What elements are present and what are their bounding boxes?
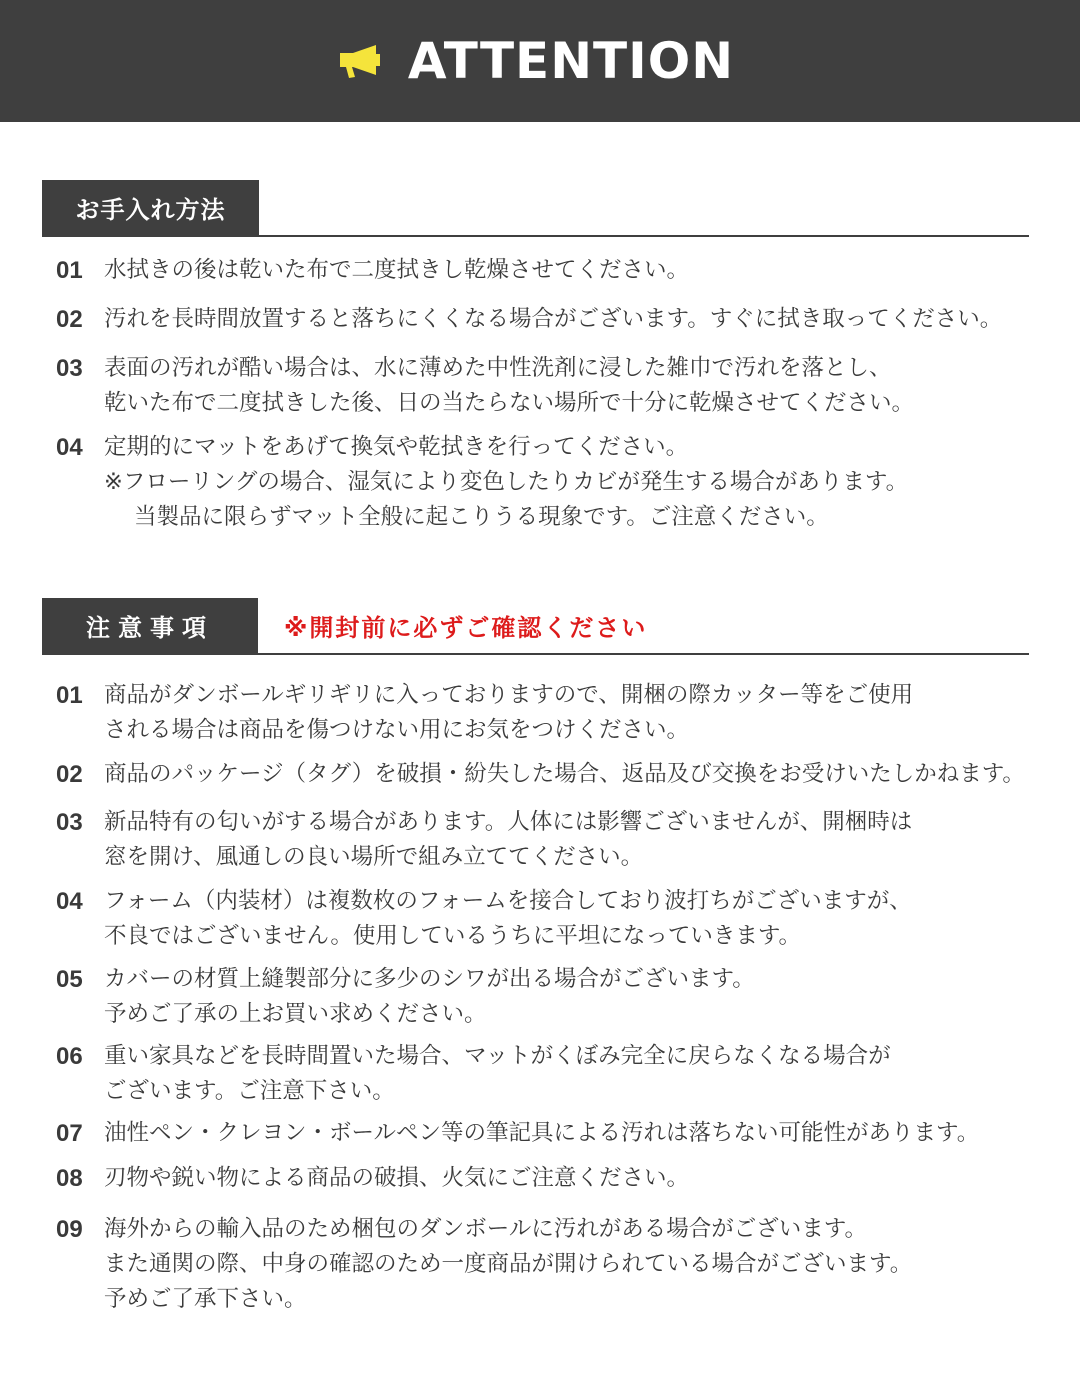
note-item bbox=[56, 1161, 689, 1196]
item-text: 表面の汚れが酷い場合は、水に薄めた中性洗剤に浸した雑巾で汚れを落とし、 bbox=[104, 355, 892, 381]
item-number: 02 bbox=[56, 306, 83, 333]
note-item bbox=[56, 757, 1025, 792]
care-item bbox=[56, 253, 689, 288]
banner-content bbox=[338, 32, 735, 90]
item-number: 04 bbox=[56, 888, 83, 915]
attention-banner bbox=[0, 0, 1080, 122]
item-text: 不良ではございません。使用しているうちに平坦になっていきます。 bbox=[104, 923, 802, 949]
note-item bbox=[56, 884, 912, 954]
item-number: 03 bbox=[56, 355, 83, 382]
item-number: 08 bbox=[56, 1165, 83, 1192]
item-text: フォーム（内装材）は複数枚のフォームを接合しており波打ちがございますが、 bbox=[104, 888, 912, 914]
note-item bbox=[56, 678, 913, 748]
megaphone-icon bbox=[338, 44, 386, 78]
item-text: 汚れを長時間放置すると落ちにくくなる場合がございます。すぐに拭き取ってください。 bbox=[104, 306, 1003, 332]
notes-section-title: 注意事項 bbox=[42, 598, 258, 653]
item-text: 新品特有の匂いがする場合があります。人体には影響ございませんが、開梱時は bbox=[104, 809, 913, 835]
item-number: 01 bbox=[56, 257, 83, 284]
warning-note: ※開封前に必ずご確認ください bbox=[284, 614, 648, 642]
item-number: 02 bbox=[56, 761, 83, 788]
item-number: 04 bbox=[56, 434, 83, 461]
item-text: 予めご了承下さい。 bbox=[104, 1286, 307, 1312]
banner-title: ATTENTION bbox=[407, 32, 735, 90]
note-item bbox=[56, 1039, 891, 1109]
note-item bbox=[56, 1212, 912, 1317]
item-number: 01 bbox=[56, 682, 83, 709]
item-text: 刃物や鋭い物による商品の破損、火気にご注意ください。 bbox=[104, 1165, 690, 1191]
note-item bbox=[56, 805, 912, 875]
item-text: 重い家具などを長時間置いた場合、マットがくぼみ完全に戻らなくなる場合が bbox=[104, 1043, 891, 1069]
item-text: 商品がダンボールギリギリに入っておりますので、開梱の際カッター等をご使用 bbox=[104, 682, 914, 708]
item-number: 06 bbox=[56, 1043, 83, 1070]
care-item bbox=[56, 430, 908, 535]
item-text: される場合は商品を傷つけない用にお気をつけください。 bbox=[104, 717, 690, 743]
item-text: 当製品に限らずマット全般に起こりうる現象です。ご注意ください。 bbox=[134, 504, 829, 530]
item-text: また通関の際、中身の確認のため一度商品が開けられている場合がございます。 bbox=[104, 1251, 913, 1277]
care-section-header bbox=[42, 180, 1029, 237]
notes-section-header bbox=[42, 598, 1029, 655]
item-text: 油性ペン・クレヨン・ボールペン等の筆記具による汚れは落ちない可能性があります。 bbox=[104, 1120, 980, 1146]
care-item bbox=[56, 302, 1002, 337]
item-text: 窓を開け、風通しの良い場所で組み立ててください。 bbox=[104, 844, 644, 870]
item-text: 乾いた布で二度拭きした後、日の当たらない場所で十分に乾燥させてください。 bbox=[104, 390, 915, 416]
item-text: 予めご了承の上お買い求めください。 bbox=[104, 1001, 487, 1027]
note-item bbox=[56, 1116, 979, 1151]
item-text: 商品のパッケージ（タグ）を破損・紛失した場合、返品及び交換をお受けいたしかねます。 bbox=[104, 761, 1025, 787]
item-text: 水拭きの後は乾いた布で二度拭きし乾燥させてください。 bbox=[104, 257, 690, 283]
care-section-title: お手入れ方法 bbox=[42, 180, 259, 235]
note-item bbox=[56, 962, 755, 1032]
item-text: カバーの材質上縫製部分に多少のシワが出る場合がございます。 bbox=[104, 966, 755, 992]
item-number: 07 bbox=[56, 1120, 83, 1147]
item-text: 海外からの輸入品のため梱包のダンボールに汚れがある場合がございます。 bbox=[104, 1216, 867, 1242]
item-number: 03 bbox=[56, 809, 83, 836]
care-item bbox=[56, 351, 914, 421]
item-number: 05 bbox=[56, 966, 83, 993]
item-text: ございます。ご注意下さい。 bbox=[104, 1078, 395, 1104]
item-number: 09 bbox=[56, 1216, 83, 1243]
item-text: 定期的にマットをあげて換気や乾拭きを行ってください。 bbox=[104, 434, 689, 460]
item-text: ※フローリングの場合、湿気により変色したりカビが発生する場合があります。 bbox=[104, 469, 909, 495]
